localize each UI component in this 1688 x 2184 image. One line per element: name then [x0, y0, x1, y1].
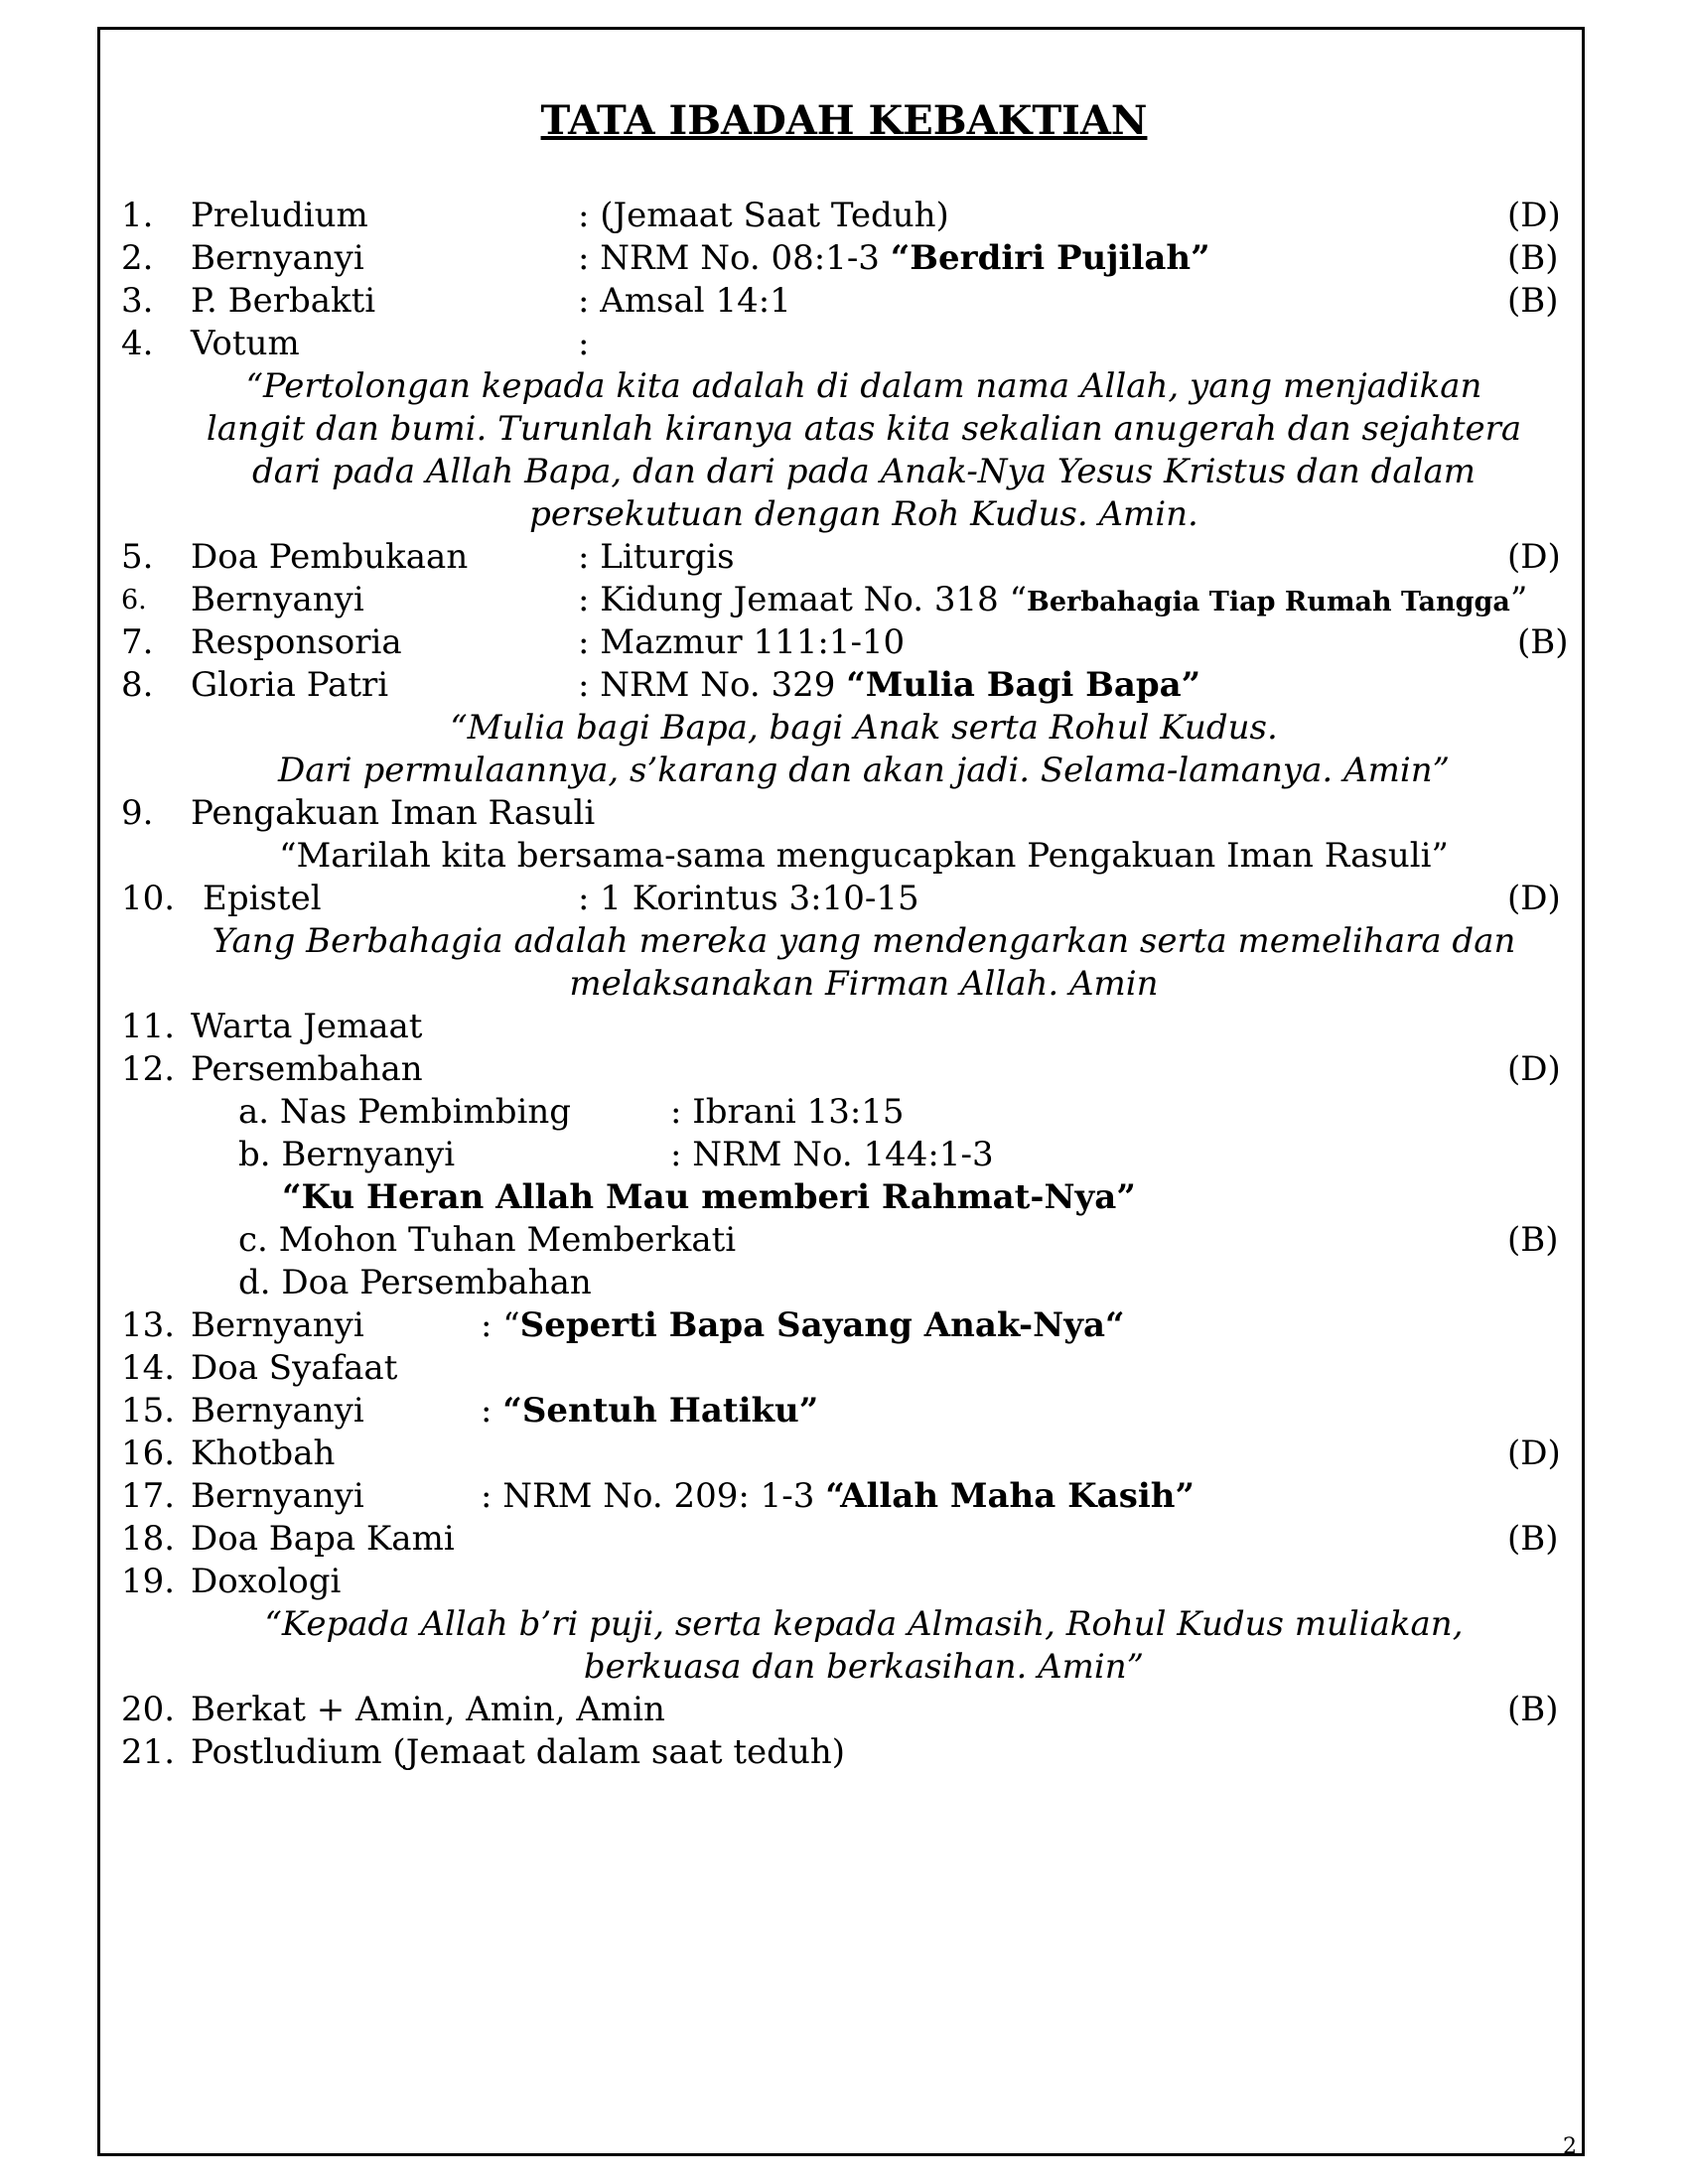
votum-text: “Pertolongan kepada kita adalah di dalam nama Allah, yang menjadikan — [245, 366, 1482, 406]
gloria-text: “Mulia bagi Bapa, bagi Anak serta Rohul Kudus. — [450, 708, 1278, 748]
document-title: TATA IBADAH KEBAKTIAN — [540, 97, 1148, 144]
votum-text: persekutuan dengan Roh Kudus. Amin. — [529, 494, 1198, 534]
gloria-text: Dari permulaannya, s’karang dan akan jadi. Selama-lamanya. Amin” — [278, 751, 1450, 790]
votum-text: dari pada Allah Bapa, dan dari pada Anak-Nya Yesus Kristus dan dalam — [251, 452, 1477, 491]
doxologi-text: “Kepada Allah b’ri puji, serta kepada Almasih, Rohul Kudus muliakan, — [264, 1604, 1464, 1644]
votum-text: langit dan bumi. Turunlah kiranya atas kita sekalian anugerah dan sejahtera — [206, 409, 1522, 449]
doxologi-text: berkuasa dan berkasihan. Amin” — [583, 1647, 1145, 1687]
epistel-text: melaksanakan Firman Allah. Amin — [569, 964, 1159, 1004]
page-number: 2 — [1563, 2134, 1577, 2159]
epistel-text: Yang Berbahagia adalah mereka yang mendengarkan serta memelihara dan — [211, 921, 1516, 961]
pengakuan-text: “Marilah kita bersama-sama mengucapkan Pengakuan Iman Rasuli” — [279, 836, 1449, 876]
